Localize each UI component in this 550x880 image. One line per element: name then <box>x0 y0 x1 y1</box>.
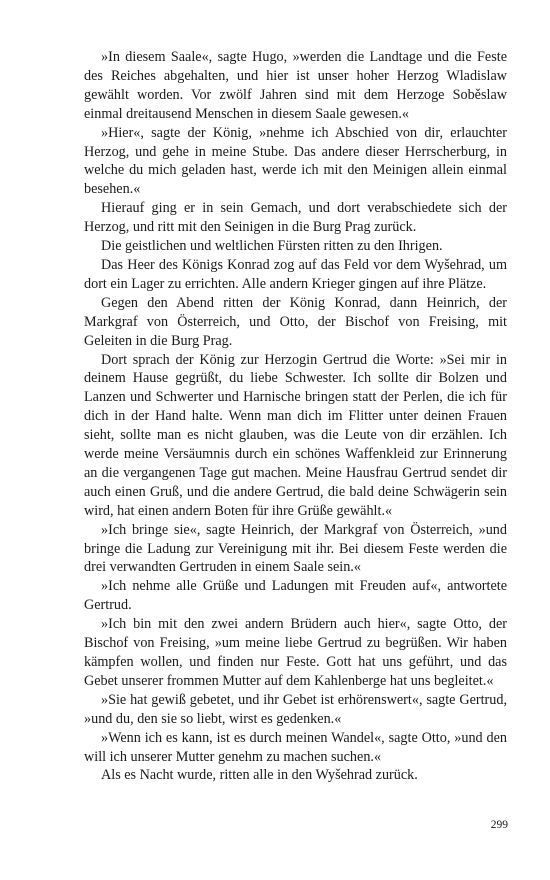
paragraph: Die geistlichen und weltlichen Fürsten ritten zu den Ihrigen. <box>101 238 443 255</box>
body-text <box>84 48 507 785</box>
paragraph: Dort sprach der König zur Herzogin Gertrud die Worte: »Sei mir in deinem Hause gegrüßt, du liebe Schwester. Ich sollte dir Bolzen und Lanzen und Schwerter und Harnische bringen statt der Perlen, die ich für dich in der Hand halte. Wenn man dich im Flitter unter deinen Frauen sieht, sollte man es nicht glauben, was die Leute von dir erzählen. Ich werde meine Versäumnis durch ein schönes Waffenkleid zur Erinnerung an die vergangenen Tage gut machen. Meine Hausfrau Gertrud sendet dir auch einen Gruß, und die andere Gertrud, die bald deine Schwägerin sein wird, hat einen andern Boten für ihre Grüße gewählt.« <box>84 351 507 519</box>
paragraph: »Ich nehme alle Grüße und Ladungen mit Freuden auf«, antwortete Gertrud. <box>84 578 507 614</box>
paragraph: »Sie hat gewiß gebetet, und ihr Gebet ist erhörenswert«, sagte Gertrud, »und du, den sie so liebt, wirst es gedenken.« <box>84 691 507 727</box>
paragraph: Das Heer des Königs Konrad zog auf das Feld vor dem Wyšehrad, um dort ein Lager zu errichten. Alle andern Krieger gingen auf ihre Plätze. <box>84 256 507 292</box>
paragraph: »Ich bin mit den zwei andern Brüdern auch hier«, sagte Otto, der Bischof von Freising, »um meine liebe Gertrud zu begrüßen. Wir haben kämpfen wollen, und finden nur Feste. Gott hat uns geführt, und das Gebet unserer frommen Mutter auf dem Kahlenberge hat uns begleitet.« <box>84 616 507 689</box>
paragraph: »In diesem Saale«, sagte Hugo, »werden die Landtage und die Feste des Reiches abgehalten, und hier ist unser hoher Herzog Wladislaw gewählt worden. Vor zwölf Jahren sind mit dem Herzoge Soběslaw einmal dreitausend Menschen in diesem Saale gewesen.« <box>84 49 507 122</box>
paragraph: Gegen den Abend ritten der König Konrad, dann Heinrich, der Markgraf von Österreich, und Otto, der Bischof von Freising, mit Geleiten in die Burg Prag. <box>84 294 507 349</box>
paragraph: »Ich bringe sie«, sagte Heinrich, der Markgraf von Österreich, »und bringe die Ladung zur Vereinigung mit ihr. Bei diesem Feste werden die drei verwandten Gertruden in einem Saale sein.« <box>84 521 507 576</box>
paragraph: Als es Nacht wurde, ritten alle in den Wyšehrad zurück. <box>101 767 418 784</box>
paragraph: »Wenn ich es kann, ist es durch meinen Wandel«, sagte Otto, »und den will ich unserer Mutter genehm zu machen suchen.« <box>84 729 507 765</box>
paragraph: »Hier«, sagte der König, »nehme ich Abschied von dir, erlauchter Herzog, und gehe in meine Stube. Das andere dieser Herrscherburg, in welche du mich geladen hast, werde ich mit den Meinigen allein einmal besehen.« <box>84 124 507 198</box>
paragraph: Hierauf ging er in sein Gemach, und dort verabschiedete sich der Herzog, und ritt mit den Seinigen in die Burg Prag zurück. <box>84 200 507 236</box>
page-number: 299 <box>490 819 508 831</box>
